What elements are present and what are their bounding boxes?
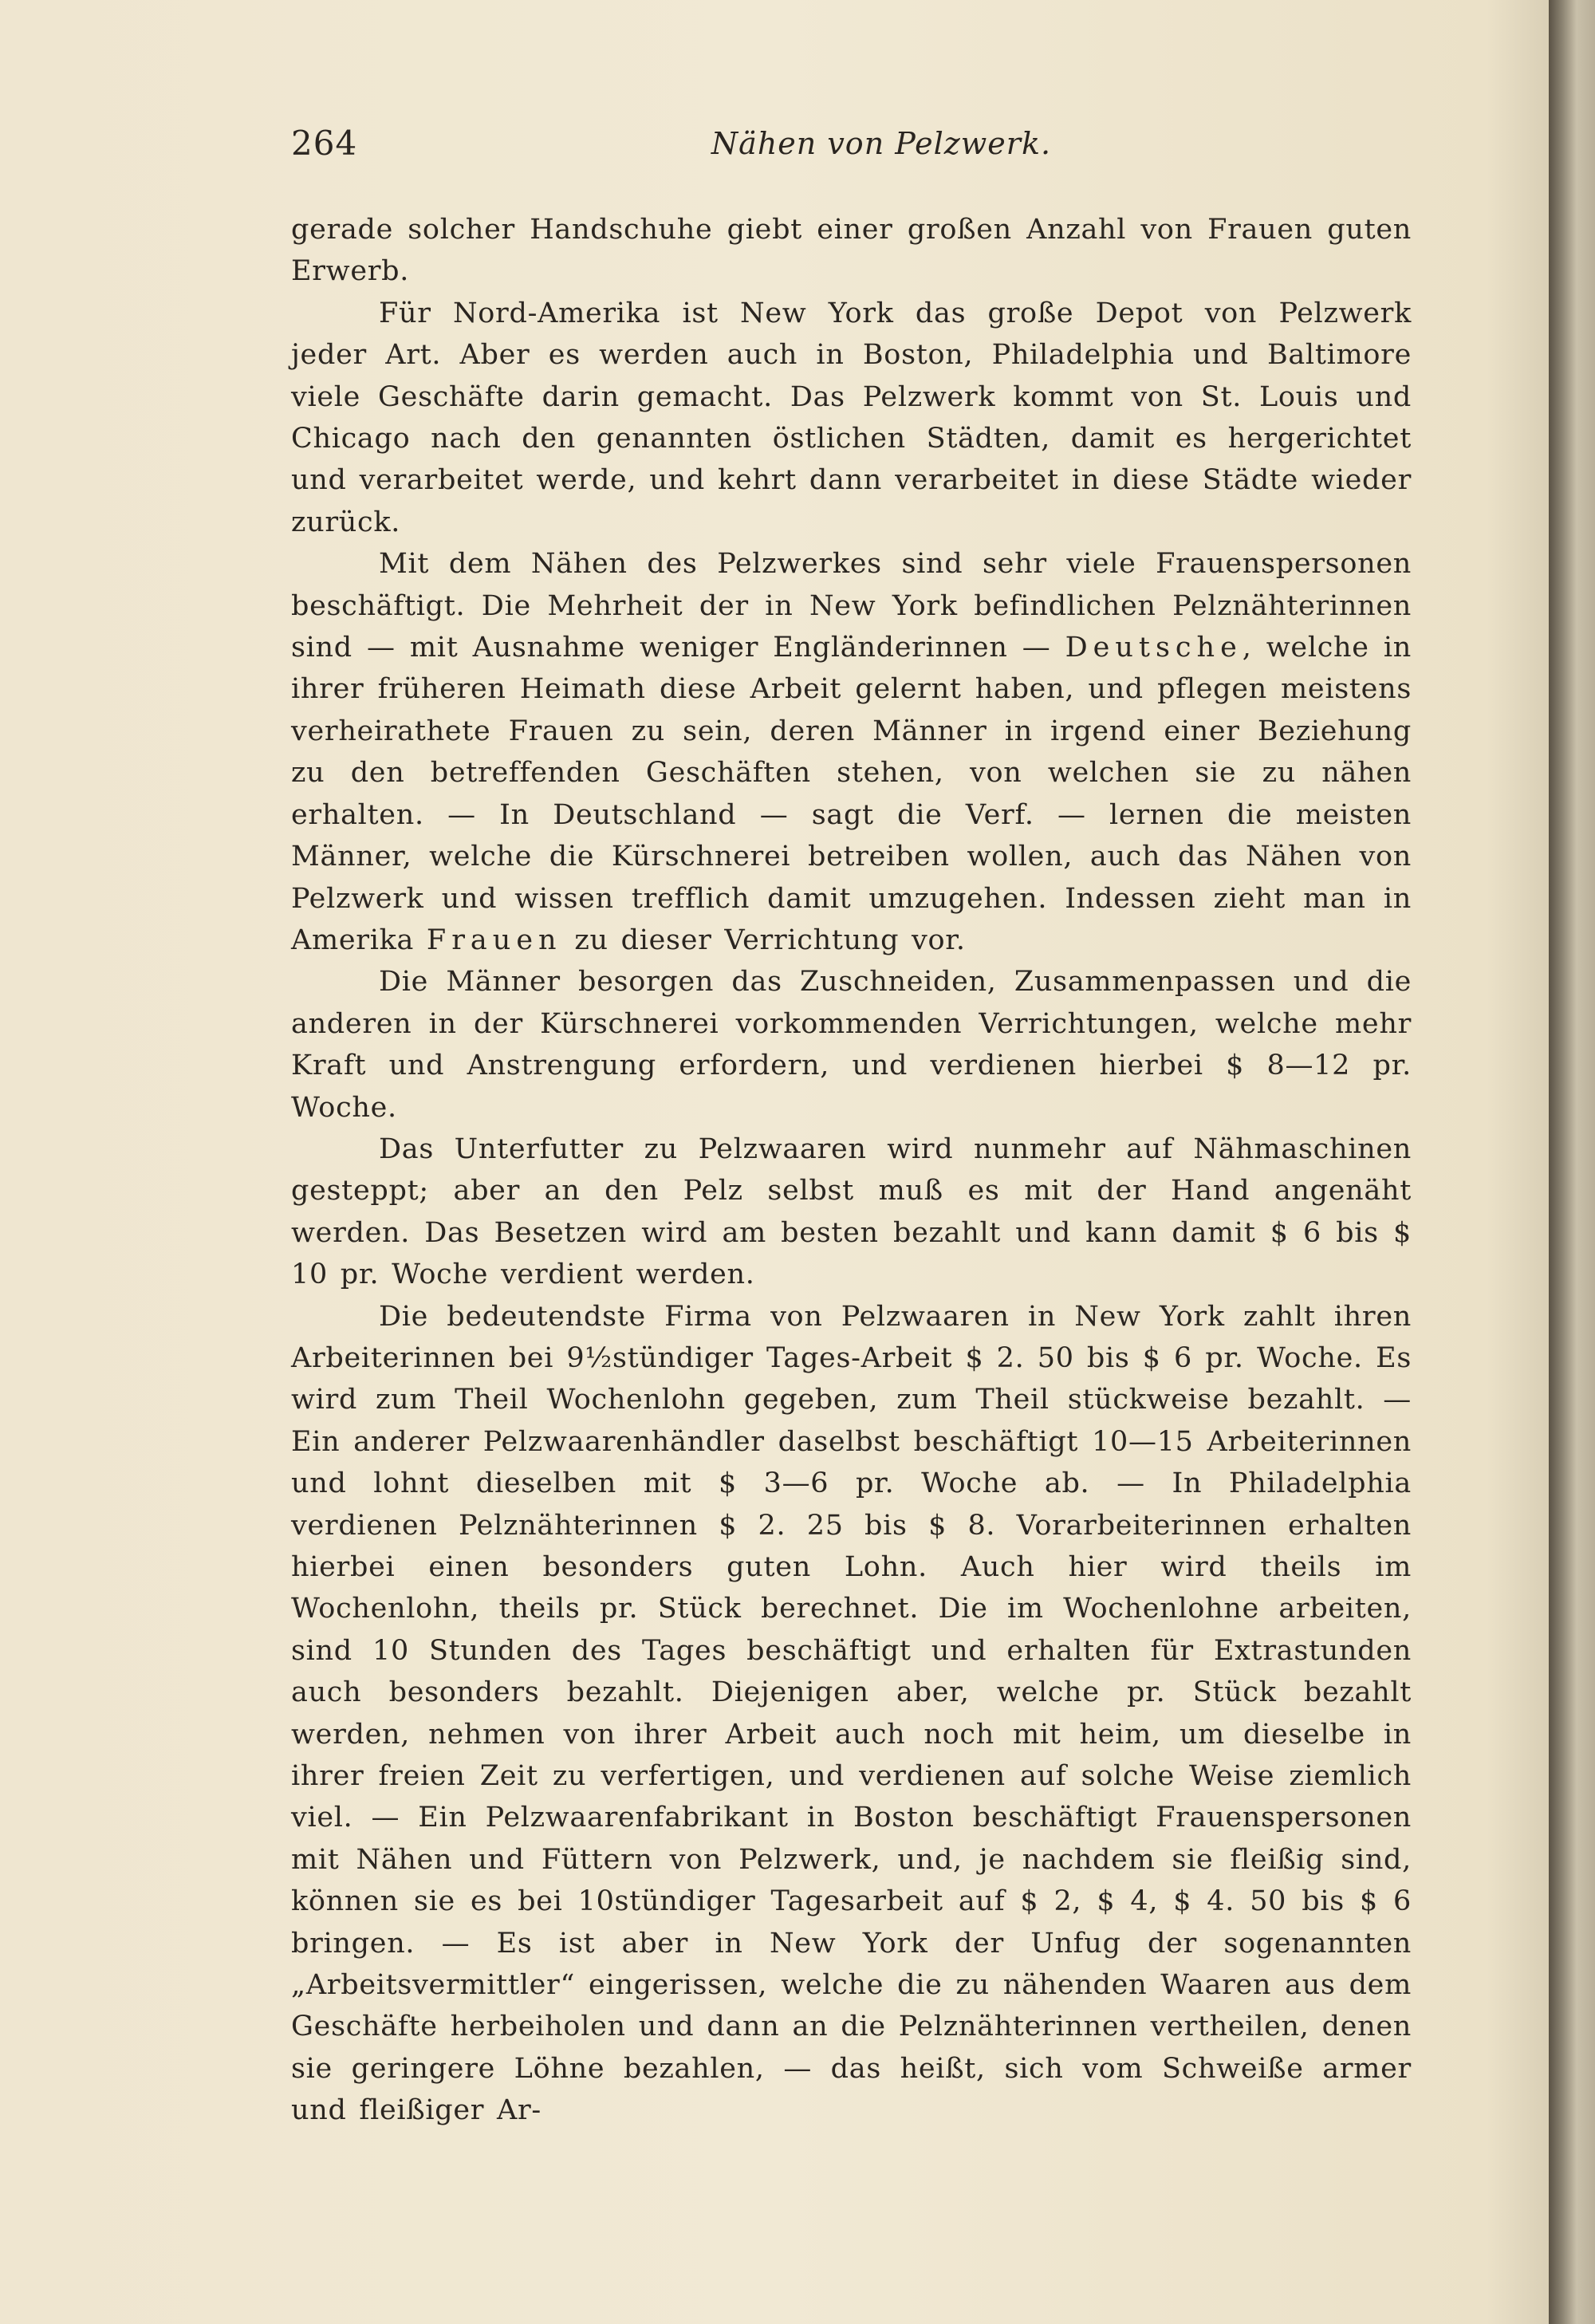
book-spine-edge xyxy=(1549,0,1595,2324)
paragraph-5: Das Unterfutter zu Pelzwaaren wird nunmehr auf Nähmaschinen gesteppt; aber an den Pelz selbst muß es mit der Hand angenäht werden. Das Besetzen wird am besten bezahlt und kann damit $ 6 bis $ 10 pr. Woche verdient werden. xyxy=(291,1132,1412,1291)
paragraph-3-part-2: , welche in ihrer früheren Heimath diese Arbeit gelernt haben, und pflegen meistens verheirathete Frauen zu sein, deren Männer in irgend einer Beziehung zu den betreffenden Geschäften stehen, von welchen sie zu nähen erhalten. — In Deutschland — sagt die Verf. — lernen die meisten Männer, welche die Kürschnerei betreiben wollen, auch das Nähen von Pelzwerk und wissen trefflich damit umzugehen. Indessen zieht man in Amerika xyxy=(291,632,1412,956)
paragraph-3-part-3: zu dieser Verrichtung vor. xyxy=(561,924,966,956)
page-number: 264 xyxy=(291,124,358,163)
page-header xyxy=(291,120,1408,167)
paragraph-6: Die bedeutendste Firma von Pelzwaaren in New York zahlt ihren Arbeiterinnen bei 9½stündiger Tages-Arbeit $ 2. 50 bis $ 6 pr. Woche. Es wird zum Theil Wochenlohn gegeben, zum Theil stückweise bezahlt. — Ein anderer Pelzwaarenhändler daselbst beschäftigt 10—15 Arbeiterinnen und lohnt dieselben mit $ 3—6 pr. Woche ab. — In Philadelphia verdienen Pelznähterinnen $ 2. 25 bis $ 8. Vorarbeiterinnen erhalten hierbei einen besonders guten Lohn. Auch hier wird theils im Wochenlohn, theils pr. Stück berechnet. Die im Wochenlohne arbeiten, sind 10 Stunden des Tages beschäftigt und erhalten für Extrastunden auch besonders bezahlt. Diejenigen aber, welche pr. Stück bezahlt werden, nehmen von ihrer Arbeit auch noch mit heim, um dieselbe in ihrer freien Zeit zu verfertigen, und verdienen auf solche Weise ziemlich viel. — Ein Pelzwaarenfabrikant in Boston beschäftigt Frauenspersonen mit Nähen und Füttern von Pelzwerk, und, je nachdem sie fleißig sind, können sie es bei 10stündiger Tagesarbeit auf $ 2, $ 4, $ 4. 50 bis $ 6 bringen. — Es ist aber in New York der Unfug der sogenannten „Arbeitsvermittler“ eingerissen, welche die zu nähenden Waaren aus dem Geschäfte herbeiholen und dann an die Pelznähterinnen vertheilen, denen sie geringere Löhne bezahlen, — das heißt, sich vom Schweiße armer und fleißiger Ar- xyxy=(291,1300,1412,2127)
spaced-word-deutsche: Deutsche xyxy=(1065,632,1243,664)
paragraph-1: gerade solcher Handschuhe giebt einer großen Anzahl von Frauen guten Erwerb. xyxy=(291,214,1412,288)
paragraph-3-part-1: Mit dem Nähen des Pelzwerkes sind sehr viele Frauenspersonen beschäftigt. Die Mehrheit der in New York befindlichen Pelznähterinnen sind — mit Ausnahme weniger Engländerinnen — xyxy=(291,548,1412,664)
body-text xyxy=(291,209,1412,2132)
spaced-word-frauen: Frauen xyxy=(426,924,562,956)
paragraph-3 xyxy=(291,543,1412,961)
paragraph-4: Die Männer besorgen das Zuschneiden, Zusammenpassen und die anderen in der Kürschnerei vorkommenden Verrichtungen, welche mehr Kraft und Anstrengung erfordern, und verdienen hierbei $ 8—12 pr. Woche. xyxy=(291,966,1412,1124)
running-title: Nähen von Pelzwerk. xyxy=(711,126,1052,161)
paragraph-2: Für Nord-Amerika ist New York das große Depot von Pelzwerk jeder Art. Aber es werden auch in Boston, Philadelphia und Baltimore viele Geschäfte darin gemacht. Das Pelzwerk kommt von St. Louis und Chicago nach den genannten östlichen Städten, damit es hergerichtet und verarbeitet werde, und kehrt dann verarbeitet in diese Städte wieder zurück. xyxy=(291,297,1412,538)
